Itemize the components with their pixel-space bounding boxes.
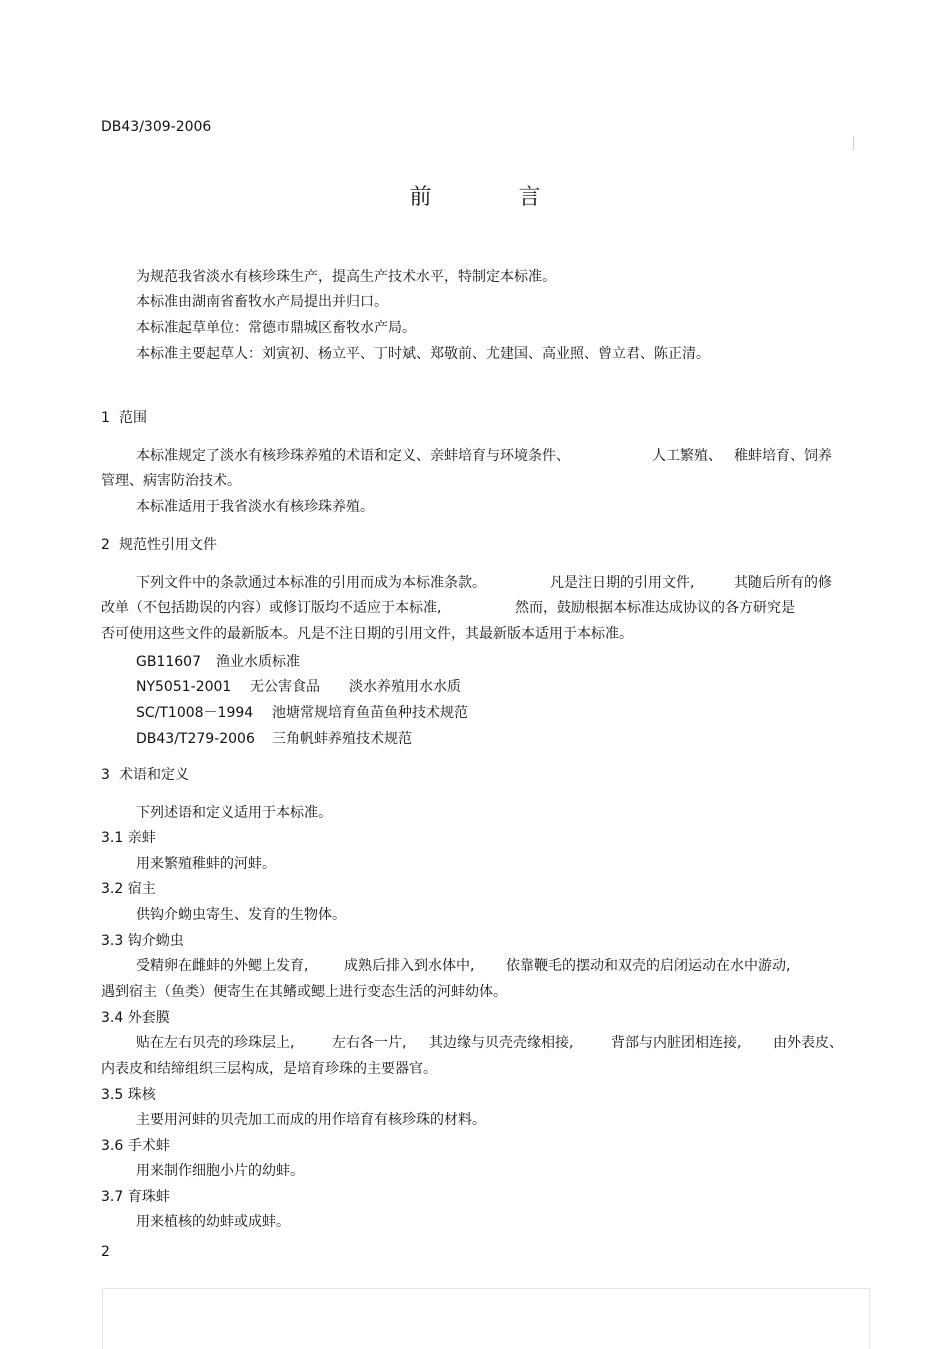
section-number: 3: [101, 767, 110, 783]
term-3-5-definition: 主要用河蚌的贝壳加工而成的用作培育有核珍珠的材料。: [136, 1112, 486, 1128]
s2-line1-c: 其随后所有的修: [734, 575, 832, 591]
section-title: 规范性引用文件: [119, 537, 217, 553]
term-3-4-def-b: 左右各一片,: [332, 1035, 407, 1051]
s1-text-c: 稚蚌培育、饲养: [734, 448, 832, 464]
page-number: 2: [101, 1244, 110, 1260]
term-3-6-heading: [101, 1139, 170, 1153]
next-page-edge: [102, 1288, 870, 1349]
term-number: 3.4: [101, 1010, 124, 1026]
ref-name-2: 淡水养殖用水水质: [349, 679, 461, 695]
s1-text-2: 本标准适用于我省淡水有核珍珠养殖。: [136, 499, 374, 515]
term-number: 3.3: [101, 933, 124, 949]
term-3-6-definition: 用来制作细胞小片的幼蚌。: [136, 1163, 304, 1179]
term-number: 3.6: [101, 1138, 124, 1154]
s2-line1-b: 凡是注日期的引用文件,: [550, 575, 695, 591]
term-name: 外套膜: [127, 1010, 170, 1026]
term-number: 3.7: [101, 1189, 124, 1205]
foreword-line-4: 本标准主要起草人：刘寅初、杨立平、丁时斌、郑敬前、尤建国、高业照、曾立君、陈正清。: [136, 346, 710, 362]
ref-name: 渔业水质标准: [216, 654, 300, 670]
term-3-4-def-c: 其边缘与贝壳壳缘相接,: [429, 1035, 574, 1051]
s3-intro: 下列述语和定义适用于本标准。: [136, 805, 332, 821]
term-3-3-def-d: 遇到宿主（鱼类）便寄生在其鳍或鳃上进行变态生活的河蚌幼体。: [101, 984, 507, 1000]
term-3-7-heading: [101, 1190, 170, 1204]
s2-line1-a: 下列文件中的条款通过本标准的引用而成为本标准条款。: [136, 575, 486, 591]
ref-code: SC/T1008－1994: [136, 705, 254, 721]
term-number: 3.2: [101, 881, 124, 897]
term-3-4-def-a: 贴在左右贝壳的珍珠层上,: [136, 1035, 295, 1051]
ref-name: 池塘常规培育鱼苗鱼种技术规范: [272, 705, 468, 721]
ref-item-3: [136, 706, 468, 720]
term-3-4-def-f: 内表皮和结缔组织三层构成，是培育珍珠的主要器官。: [101, 1061, 437, 1077]
term-name: 手术蚌: [127, 1138, 170, 1154]
term-name: 育珠蚌: [127, 1189, 170, 1205]
term-3-3-def-c: 依靠鞭毛的摆动和双壳的启闭运动在水中游动,: [506, 958, 791, 974]
foreword-line-2: 本标准由湖南省畜牧水产局提出并归口。: [136, 294, 388, 310]
section-number: 1: [101, 410, 110, 426]
s2-line2-b: 然而，鼓励根据本标准达成协议的各方研究是: [515, 600, 795, 616]
term-3-3-def-b: 成熟后排入到水体中,: [344, 958, 475, 974]
foreword-line-3: 本标准起草单位：常德市鼎城区畜牧水产局。: [136, 320, 416, 336]
s1-text-a: 本标准规定了淡水有核珍珠养殖的术语和定义、亲蚌培育与环境条件、: [136, 448, 570, 464]
s1-text-d: 管理、病害防治技术。: [101, 473, 241, 489]
ref-code: GB11607: [136, 654, 201, 670]
section-number: 2: [101, 537, 110, 553]
section-title: 范围: [119, 410, 147, 426]
term-3-1-definition: 用来繁殖稚蚌的河蚌。: [136, 856, 276, 872]
term-3-1-heading: [101, 831, 156, 845]
page-title: 前 言: [409, 185, 581, 210]
ref-item-1: [136, 655, 300, 669]
term-3-5-heading: [101, 1088, 156, 1102]
term-3-2-heading: [101, 882, 156, 896]
term-3-3-def-a: 受精卵在雌蚌的外鳃上发育,: [136, 958, 309, 974]
ref-code: DB43/T279-2006: [136, 731, 255, 747]
s2-line2-a: 改单（不包括勘误的内容）或修订版均不适应于本标准,: [101, 600, 442, 616]
term-name: 珠核: [127, 1087, 156, 1103]
s1-text-b: 人工繁殖、: [652, 448, 722, 464]
term-name: 钩介蚴虫: [127, 933, 184, 949]
term-3-4-def-e: 由外表皮、: [773, 1035, 843, 1051]
margin-mark: [853, 136, 854, 150]
document-code: DB43/309-2006: [101, 119, 212, 135]
term-3-2-definition: 供钩介蚴虫寄生、发育的生物体。: [136, 907, 346, 923]
term-3-4-def-d: 背部与内脏团相连接,: [611, 1035, 742, 1051]
ref-code: NY5051-2001: [136, 679, 232, 695]
term-number: 3.5: [101, 1087, 124, 1103]
term-3-3-heading: [101, 934, 184, 948]
section-2-heading: [101, 538, 217, 552]
ref-item-4: [136, 732, 412, 746]
ref-item-2: [136, 680, 461, 694]
term-name: 亲蚌: [127, 830, 156, 846]
section-3-heading: [101, 768, 189, 782]
section-title: 术语和定义: [119, 767, 189, 783]
s2-line3: 否可使用这些文件的最新版本。凡是不注日期的引用文件，其最新版本适用于本标准。: [101, 626, 633, 642]
term-number: 3.1: [101, 830, 124, 846]
ref-name: 无公害食品: [250, 679, 320, 695]
term-3-4-heading: [101, 1011, 170, 1025]
term-3-7-definition: 用来植核的幼蚌或成蚌。: [136, 1214, 290, 1230]
foreword-line-1: 为规范我省淡水有核珍珠生产，提高生产技术水平，特制定本标准。: [136, 269, 556, 285]
term-name: 宿主: [127, 881, 156, 897]
ref-name: 三角帆蚌养殖技术规范: [272, 731, 412, 747]
section-1-heading: [101, 411, 147, 425]
